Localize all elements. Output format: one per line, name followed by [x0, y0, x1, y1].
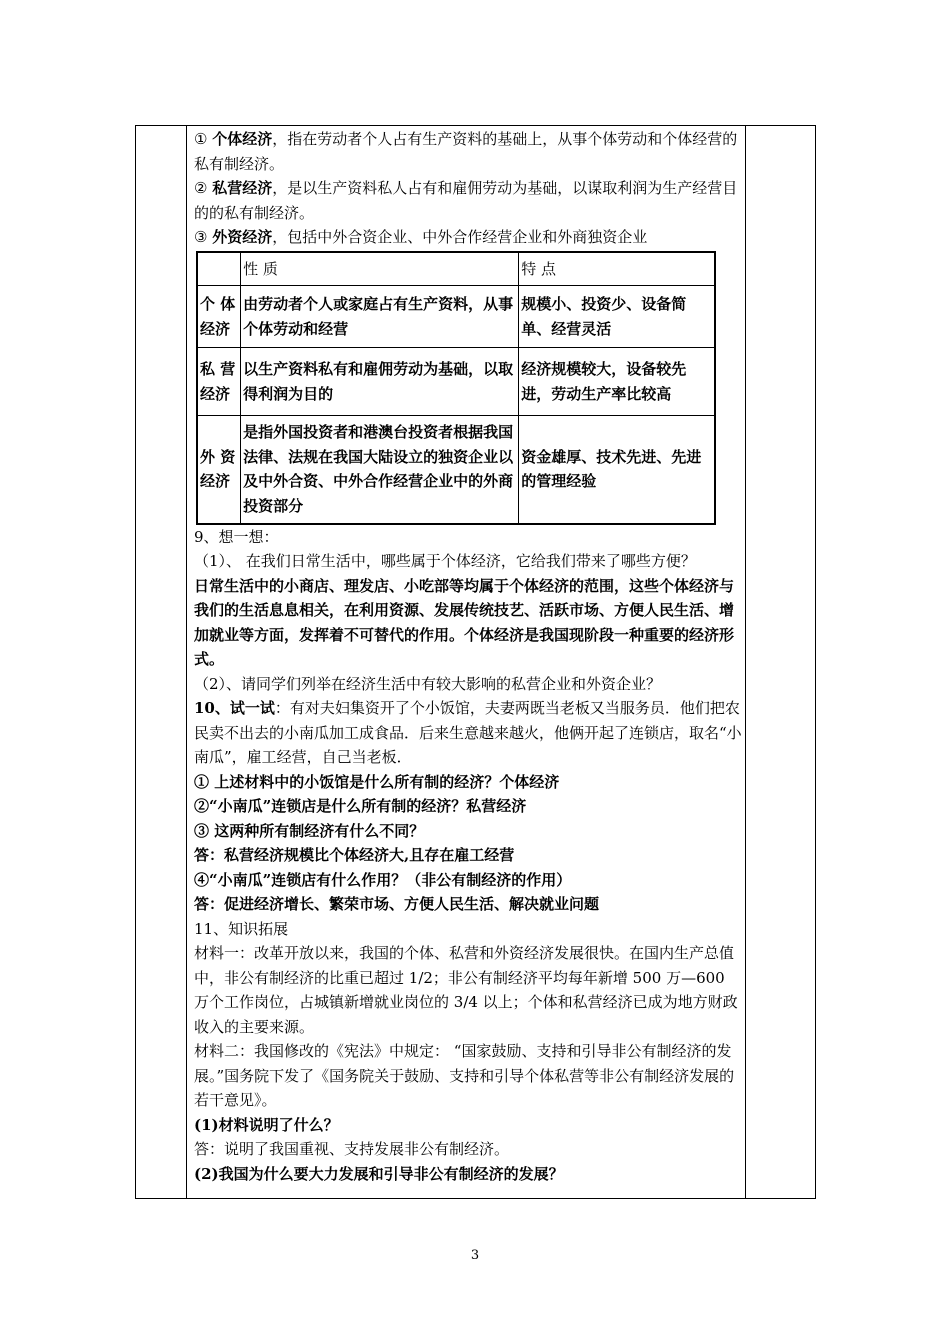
page-number: 3 — [470, 1248, 480, 1263]
section11-material2: 材料二：我国修改的《宪法》中规定： “国家鼓励、支持和引导非公有制经济的发展。”国务院下发了《国务院关于鼓励、支持和引导个体私营等非公有制经济发展的若干意见》。 — [194, 1042, 735, 1109]
comparison-table — [196, 251, 716, 525]
section10-answer3: 答：私营经济规模比个体经济大,且存在雇工经营 — [194, 846, 515, 864]
table-row — [197, 348, 715, 416]
row-nature-cell: 以生产资料私有和雇佣劳动为基础，以取得利润为目的 — [241, 348, 519, 416]
column-divider-right — [745, 125, 746, 1199]
section11-question1: (1)材料说明了什么？ — [194, 1115, 339, 1134]
row-feature-cell: 资金雄厚、技术先进、先进的管理经验 — [519, 416, 715, 524]
row-type-cell: 外 资经济 — [197, 416, 241, 524]
table-row — [197, 416, 715, 524]
table-header-cell: 性 质 — [241, 252, 519, 286]
definition-individual: ① 个体经济，指在劳动者个人占有生产资料的基础上，从事个体劳动和个体经营的私有制经济。 — [194, 130, 738, 173]
row-nature-cell: 是指外国投资者和港澳台投资者根据我国法律、法规在我国大陆设立的独资企业以及中外合资、中外合作经营企业中的外商投资部分 — [241, 416, 519, 524]
column-divider-left — [186, 125, 187, 1199]
row-type-cell: 个 体经济 — [197, 286, 241, 348]
row-nature-cell: 由劳动者个人或家庭占有生产资料，从事个体劳动和经营 — [241, 286, 519, 348]
table-header-cell — [197, 252, 241, 286]
section10-question2: ②“小南瓜”连锁店是什么所有制的经济？私营经济 — [194, 797, 527, 815]
section10-question3: ③ 这两种所有制经济有什么不同？ — [194, 821, 425, 840]
section9-question1: （1）、 在我们日常生活中，哪些属于个体经济，它给我们带来了哪些方便？ — [194, 552, 696, 570]
row-feature-cell: 规模小、投资少、设备简单、经营灵活 — [519, 286, 715, 348]
section11-material1: 材料一：改革开放以来，我国的个体、私营和外资经济发展很快。在国内生产总值中，非公有制经济的比重已超过 1/2；非公有制经济平均每年新增 500 万—600 万个工作岗位，占城镇新增就业岗位的 3/4 以上；个体和私营经济已成为地方财政收入的主要来源。 — [194, 944, 738, 1036]
definition-foreign: ③ 外资经济，包括中外合资企业、中外合作经营企业和外商独资企业 — [194, 228, 648, 246]
table-header-row — [197, 252, 715, 286]
main-content-cell — [194, 127, 742, 1186]
section11-title: 11、知识拓展 — [194, 919, 289, 938]
row-feature-cell: 经济规模较大，设备较先进，劳动生产率比较高 — [519, 348, 715, 416]
section9-title: 9、想一想： — [194, 527, 279, 546]
definition-private: ② 私营经济，是以生产资料私人占有和雇佣劳动为基础，以谋取利润为生产经营目的的私有制经济。 — [194, 179, 738, 222]
section10-answer4: 答：促进经济增长、繁荣市场、方便人民生活、解决就业问题 — [194, 895, 600, 913]
section11-answer1: 答：说明了我国重视、支持发展非公有制经济。 — [194, 1140, 510, 1158]
section9-question2: （2）、请同学们列举在经济生活中有较大影响的私营企业和外资企业？ — [194, 674, 662, 693]
section10-material: 10、试一试：有对夫妇集资开了个小饭馆，夫妻两既当老板又当服务员．他们把农民卖不出去的小南瓜加工成食品．后来生意越来越火，他俩开起了连锁店，取名“小南瓜”，雇工经营，自己当老板． — [194, 699, 742, 766]
table-header-cell: 特 点 — [519, 252, 715, 286]
section9-answer1: 日常生活中的小商店、理发店、小吃部等均属于个体经济的范围，这些个体经济与我们的生活息息相关，在利用资源、发展传统技艺、活跃市场、方便人民生活、增加就业等方面，发挥着不可替代的作用。个体经济是我国现阶段一种重要的经济形式。 — [194, 576, 735, 668]
section11-question2: (2)我国为什么要大力发展和引导非公有制经济的发展？ — [194, 1164, 564, 1183]
row-type-cell: 私 营经济 — [197, 348, 241, 416]
section10-question4: ④“小南瓜”连锁店有什么作用？（非公有制经济的作用） — [194, 870, 572, 889]
section10-question1: ① 上述材料中的小饭馆是什么所有制的经济？个体经济 — [194, 772, 560, 791]
table-row — [197, 286, 715, 348]
